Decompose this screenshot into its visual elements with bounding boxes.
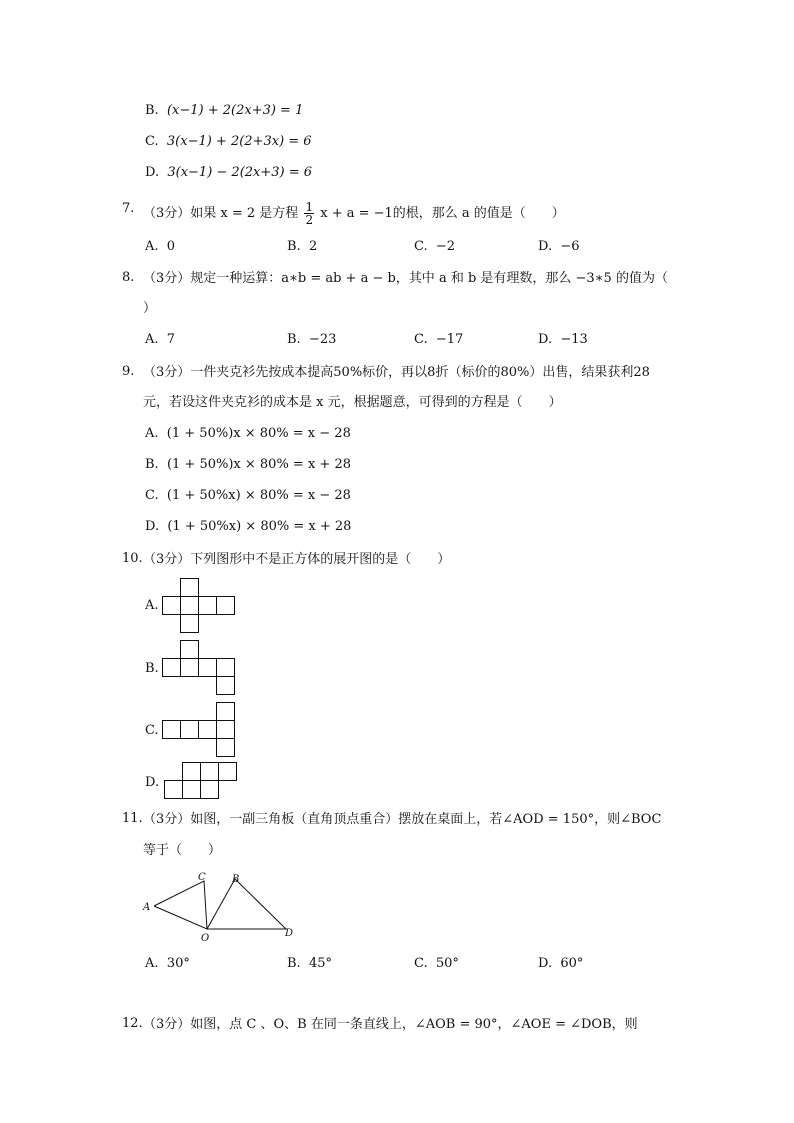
q9-stem: （3分）一件夹克衫先按成本提高50%标价，再以8折（标价的80%）出售，结果获利28 xyxy=(143,365,650,380)
q7-option-d: D. −6 xyxy=(538,239,580,254)
q11-option-b: B. 45° xyxy=(287,956,332,971)
q11-label-c: C xyxy=(198,872,206,883)
q7-number: 7. xyxy=(122,201,135,216)
q10-net-a xyxy=(160,578,240,634)
q9-option-d: D. (1 + 50%x) × 80% = x + 28 xyxy=(145,519,352,534)
q11-label-d: D xyxy=(285,928,294,939)
q7-option-b: B. 2 xyxy=(287,239,318,254)
q11-option-a: A. 30° xyxy=(145,956,190,971)
q10-option-c-label: C. xyxy=(145,723,159,738)
q7-stem-b: x + a = −1的根，那么 a 的值是（ ） xyxy=(320,206,565,221)
q9-number: 9. xyxy=(122,364,135,379)
q11-number: 11. xyxy=(122,811,143,826)
q9-stem-cont: 元，若设这件夹克衫的成本是 x 元，根据题意，可得到的方程是（ ） xyxy=(143,395,562,410)
q10-option-d-label: D. xyxy=(145,775,160,790)
q10-net-c xyxy=(160,702,240,758)
q11-stem: （3分）如图，一副三角板（直角顶点重合）摆放在桌面上，若∠AOD = 150°，则∠BOC xyxy=(143,812,662,827)
q8-number: 8. xyxy=(122,270,135,285)
q9-option-b: B. (1 + 50%)x × 80% = x + 28 xyxy=(145,457,351,472)
q11-option-c: C. 50° xyxy=(414,956,459,971)
q6-option-c: C. 3(x−1) + 2(2+3x) = 6 xyxy=(145,134,312,149)
q7-option-a: A. 0 xyxy=(145,239,176,254)
q8-option-a: A. 7 xyxy=(145,332,176,347)
q7-fraction: $\frac{1}{2}$ xyxy=(305,200,314,227)
q11-label-o: O xyxy=(201,933,210,944)
q11-label-a: A xyxy=(143,902,151,913)
q7-score: （3分） xyxy=(143,206,191,221)
q10-net-b xyxy=(160,640,240,696)
q10-option-b-label: B. xyxy=(145,661,159,676)
q9-option-a: A. (1 + 50%)x × 80% = x − 28 xyxy=(145,426,351,441)
q10-stem: （3分）下列图形中不是正方体的展开图的是（ ） xyxy=(143,552,451,567)
q6-option-b: B. (x−1) + 2(2x+3) = 1 xyxy=(145,103,304,118)
q9-option-c: C. (1 + 50%x) × 80% = x − 28 xyxy=(145,488,351,503)
q12-stem: （3分）如图，点 C 、O、B 在同一条直线上，∠AOB = 90°，∠AOE = ∠DOB，则 xyxy=(143,1017,638,1032)
q11-stem-cont: 等于（ ） xyxy=(143,843,222,858)
q10-net-d xyxy=(160,762,244,802)
q12-number: 12. xyxy=(122,1016,143,1031)
q11-label-b: B xyxy=(232,874,240,885)
q10-option-a-label: A. xyxy=(145,598,159,613)
q8-option-d: D. −13 xyxy=(538,332,588,347)
q10-number: 10. xyxy=(122,551,143,566)
q7-option-c: C. −2 xyxy=(414,239,456,254)
q6-option-d: D. 3(x−1) − 2(2x+3) = 6 xyxy=(145,165,313,180)
q8-option-b: B. −23 xyxy=(287,332,337,347)
q7-stem xyxy=(143,201,565,226)
q11-option-d: D. 60° xyxy=(538,956,584,971)
q8-stem: （3分）规定一种运算：a∗b = ab + a − b，其中 a 和 b 是有理数，那么 −3∗5 的值为（ xyxy=(143,271,668,286)
q7-stem-a: 如果 x = 2 是方程 xyxy=(190,206,299,221)
q11-figure xyxy=(140,868,300,946)
q8-option-c: C. −17 xyxy=(414,332,464,347)
q8-stem-cont: ） xyxy=(143,301,157,316)
